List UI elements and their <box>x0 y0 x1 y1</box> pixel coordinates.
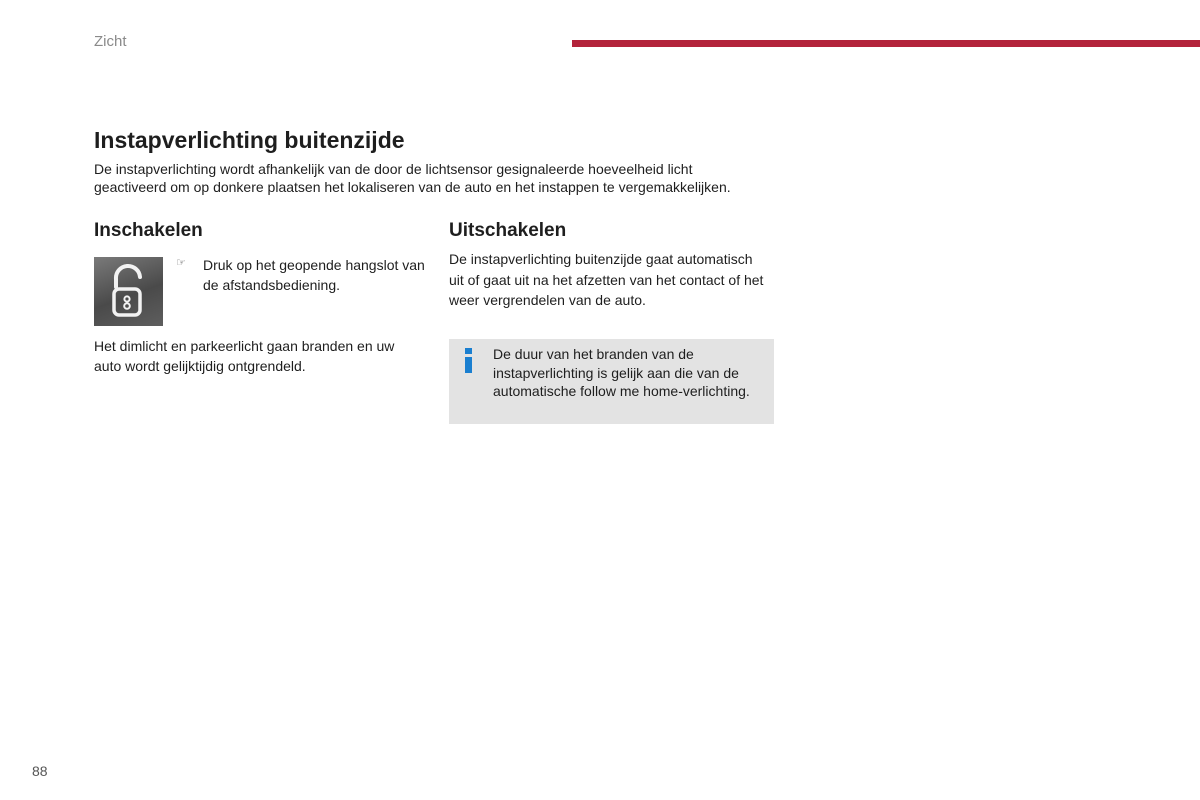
uitschakelen-heading: Uitschakelen <box>449 220 567 241</box>
uitschakelen-paragraph: De instapverlichting buitenzijde gaat automatisch uit of gaat uit na het afzetten van het contact of het weer vergrendelen van de auto. <box>449 251 764 308</box>
inschakelen-heading: Inschakelen <box>94 220 203 241</box>
header-accent-bar <box>572 40 1200 47</box>
intro-paragraph: De instapverlichting wordt afhankelijk van de door de lichtsensor gesignaleerde hoeveelheid licht geactiveerd om op donkere plaatsen het lokaliseren van de auto en het instappen te vergemakkelijken. <box>94 161 731 195</box>
section-label: Zicht <box>94 33 127 50</box>
info-note-text: De duur van het branden van de instapverlichting is gelijk aan die van de automatische follow me home-verlichting. <box>493 346 750 399</box>
bullet-instruction: Druk op het geopende hangslot van de afstandsbediening. <box>203 257 425 293</box>
unlock-padlock-button-icon <box>94 257 163 326</box>
inschakelen-result: Het dimlicht en parkeerlicht gaan branden en uw auto wordt gelijktijdig ontgrendeld. <box>94 338 395 374</box>
info-icon <box>463 348 475 372</box>
info-note-box <box>449 339 774 424</box>
page-title: Instapverlichting buitenzijde <box>94 127 405 153</box>
page-number: 88 <box>32 763 48 779</box>
bullet-hand-icon: ☞ <box>176 257 186 269</box>
